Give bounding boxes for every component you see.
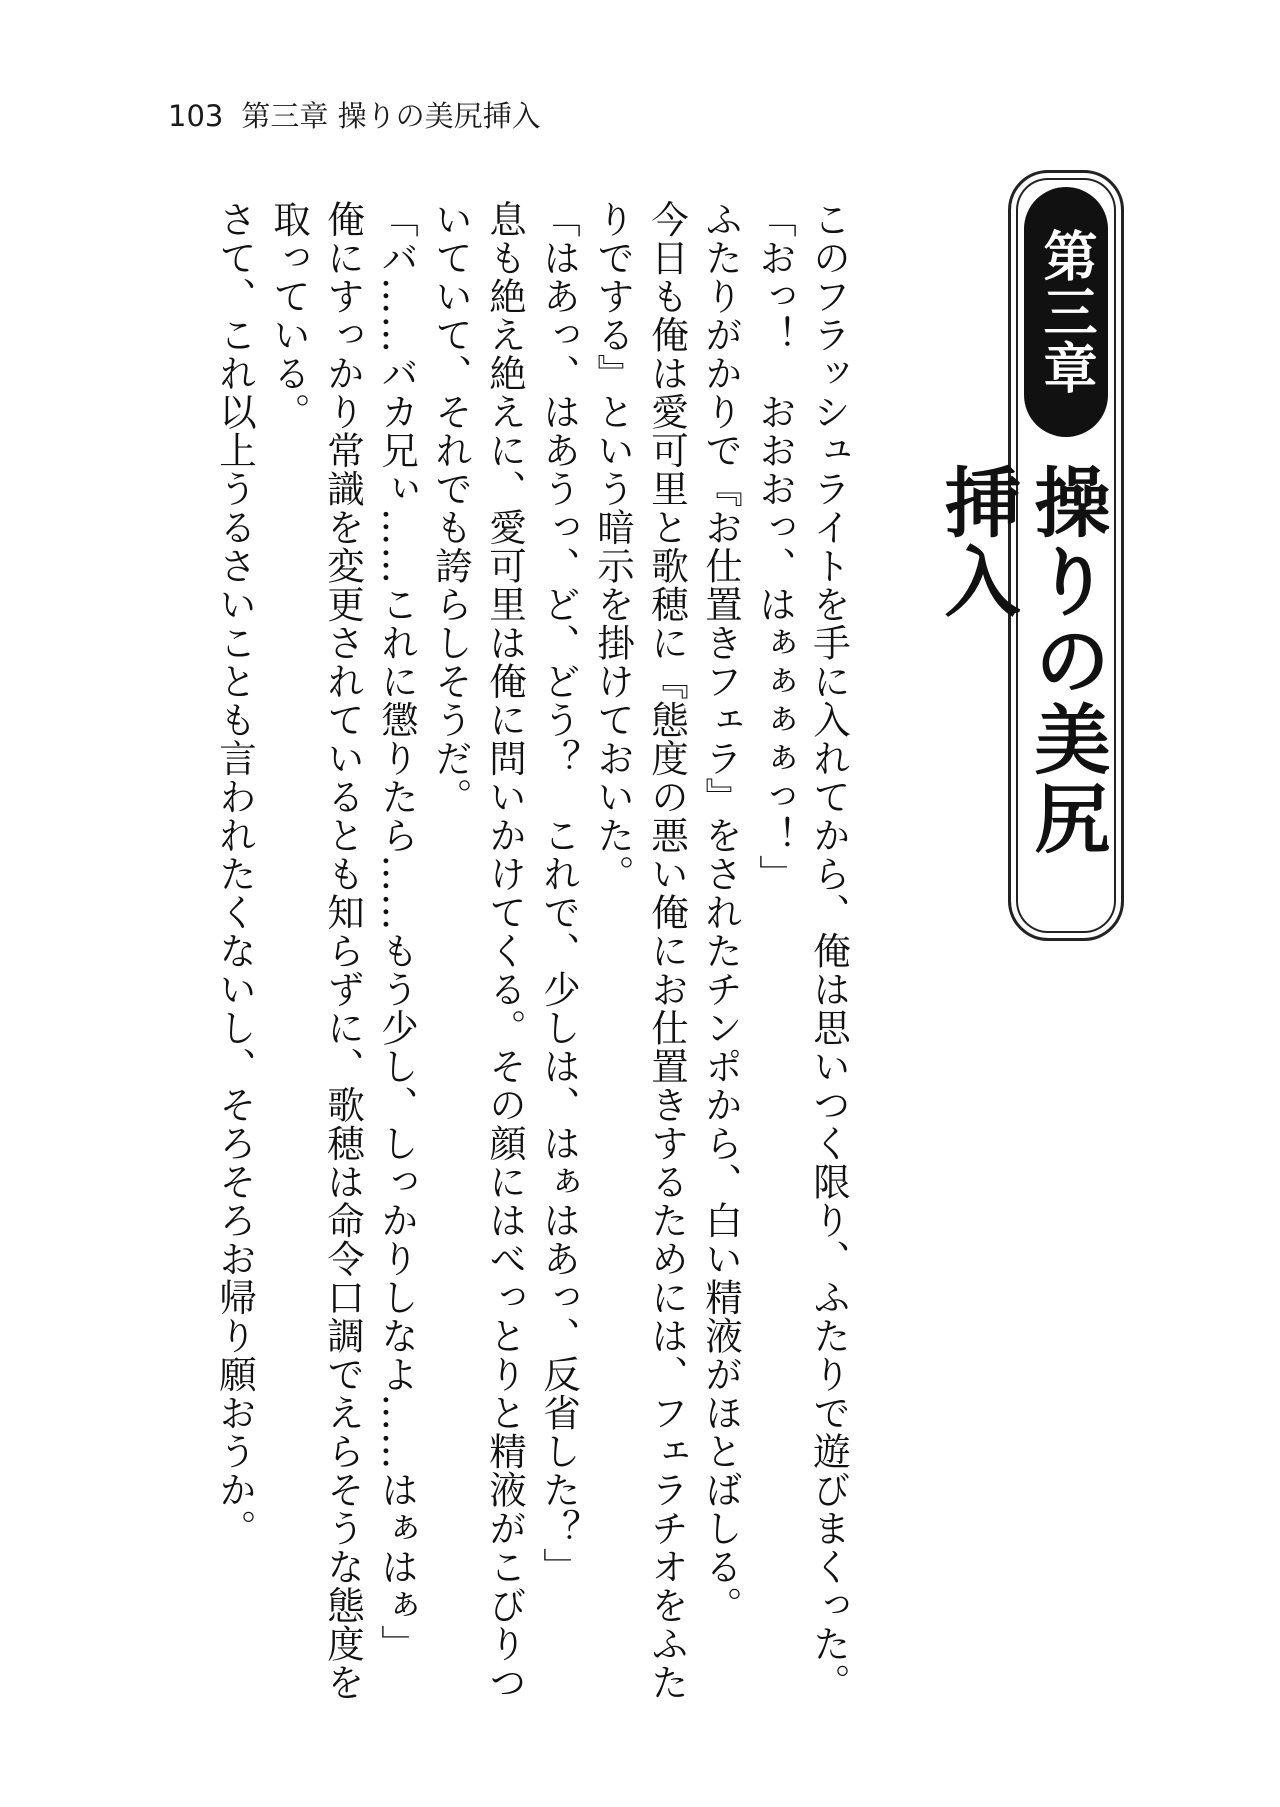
paragraph: 俺にすっかり常識を変更されているとも知らずに、歌穂は命令口調でえらそうな態度を取っている。 bbox=[267, 200, 365, 1702]
paragraph: さて、これ以上うるさいことも言われたくないし、そろそろお帰り願おうか。 bbox=[213, 200, 257, 1548]
paragraph: 息も絶え絶えに、愛可里は俺に問いかけてくる。その顔にはべっとりと精液がこびりついていて、それでも誇らしそうだ。 bbox=[429, 200, 527, 1702]
paragraph: 「はあっ、はあうっ、ど、どう？ これで、少しは、はぁはあっ、反省した？」 bbox=[537, 200, 581, 1586]
running-title: 第三章 操りの美尻挿入 bbox=[241, 99, 541, 133]
page-number: 103 bbox=[168, 99, 224, 133]
paragraph: このフラッシュライトを手に入れてから、俺は思いつく限り、ふたりで遊びまくった。 bbox=[807, 200, 851, 1702]
chapter-label: 第三章 bbox=[1024, 187, 1108, 437]
paragraph: 「バ……バカ兄ぃ……これに懲りたら……もう少し、しっかりしなよ……はぁはぁ」 bbox=[375, 200, 419, 1663]
paragraph: 「おっ！ おおおっ、はぁぁぁぁっ！」 bbox=[753, 200, 797, 893]
running-header bbox=[168, 96, 541, 136]
paragraph: ふたりがかりで『お仕置きフェラ』をされたチンポから、白い精液がほとばしる。 bbox=[699, 200, 743, 1625]
body-text bbox=[176, 200, 856, 1720]
chapter-heading-box bbox=[932, 170, 1124, 941]
chapter-title: 操りの美尻挿入 bbox=[932, 463, 1111, 858]
paragraph: 今日も俺は愛可里と歌穂に『態度の悪い俺にお仕置きするためには、フェラチオをふたりでする』という暗示を掛けておいた。 bbox=[591, 200, 689, 1702]
